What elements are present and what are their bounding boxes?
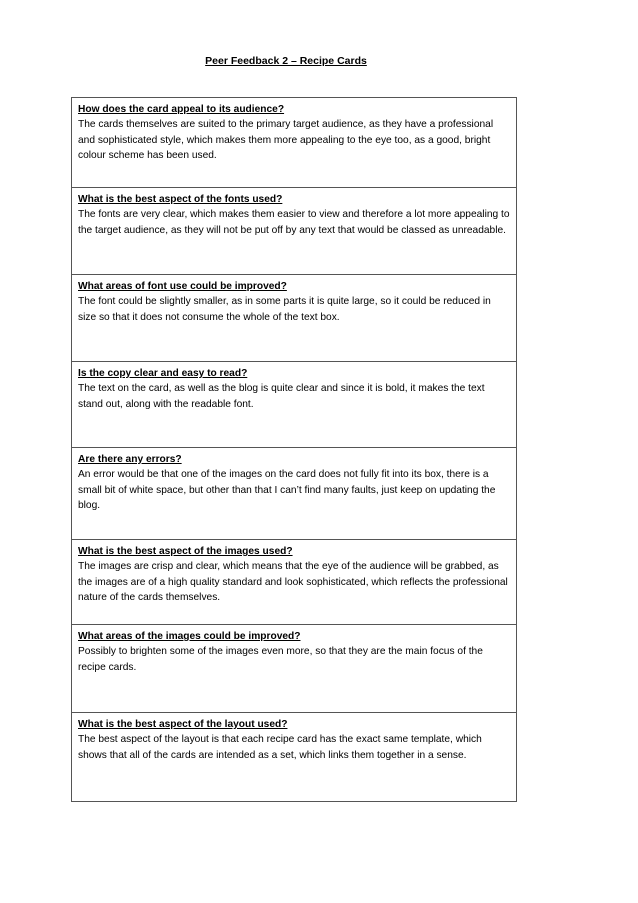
feedback-row-layout-best: [72, 713, 516, 801]
answer-text: The cards themselves are suited to the primary target audience, as they have a professional and sophisticated style, which makes them more appealing to the eye too, as a good, bright colour scheme has been used.: [78, 119, 494, 162]
feedback-row-images-best: [72, 540, 516, 625]
question-text: What areas of the images could be improved?: [78, 631, 301, 642]
question-text: What is the best aspect of the images used?: [78, 546, 293, 557]
feedback-row-audience-appeal: [72, 98, 516, 188]
answer-text: The best aspect of the layout is that each recipe card has the exact same template, which shows that all of the cards are intended as a set, which links them together in a sense.: [78, 734, 482, 761]
feedback-row-images-improve: [72, 625, 516, 713]
question-text: How does the card appeal to its audience?: [78, 104, 285, 115]
answer-text: The text on the card, as well as the blog is quite clear and since it is bold, it makes the text stand out, along with the readable font.: [78, 383, 485, 410]
answer-text: The fonts are very clear, which makes them easier to view and therefore a lot more appealing to the target audience, as they will not be put off by any text that would be classed as unreadable.: [78, 209, 510, 236]
feedback-row-copy-clarity: [72, 362, 516, 448]
question-text: What is the best aspect of the layout used?: [78, 719, 288, 730]
question-text: Are there any errors?: [78, 454, 182, 465]
feedback-row-fonts-improve: [72, 275, 516, 362]
question-text: Is the copy clear and easy to read?: [78, 368, 248, 379]
answer-text: An error would be that one of the images on the card does not fully fit into its box, there is a small bit of white space, but other than that I can’t find many faults, just keep on updating the blog.: [78, 469, 496, 512]
question-text: What areas of font use could be improved?: [78, 281, 287, 292]
page-title: Peer Feedback 2 – Recipe Cards: [205, 55, 367, 67]
question-text: What is the best aspect of the fonts used?: [78, 194, 283, 205]
answer-text: Possibly to brighten some of the images even more, so that they are the main focus of the recipe cards.: [78, 646, 483, 673]
answer-text: The font could be slightly smaller, as in some parts it is quite large, so it could be reduced in size so that it does not consume the whole of the text box.: [78, 296, 491, 323]
feedback-table: [71, 97, 517, 802]
answer-text: The images are crisp and clear, which means that the eye of the audience will be grabbed, as the images are of a high quality standard and look sophisticated, which reflects the professional nature of the cards themselves.: [78, 561, 508, 604]
feedback-row-fonts-best: [72, 188, 516, 275]
feedback-row-errors: [72, 448, 516, 540]
